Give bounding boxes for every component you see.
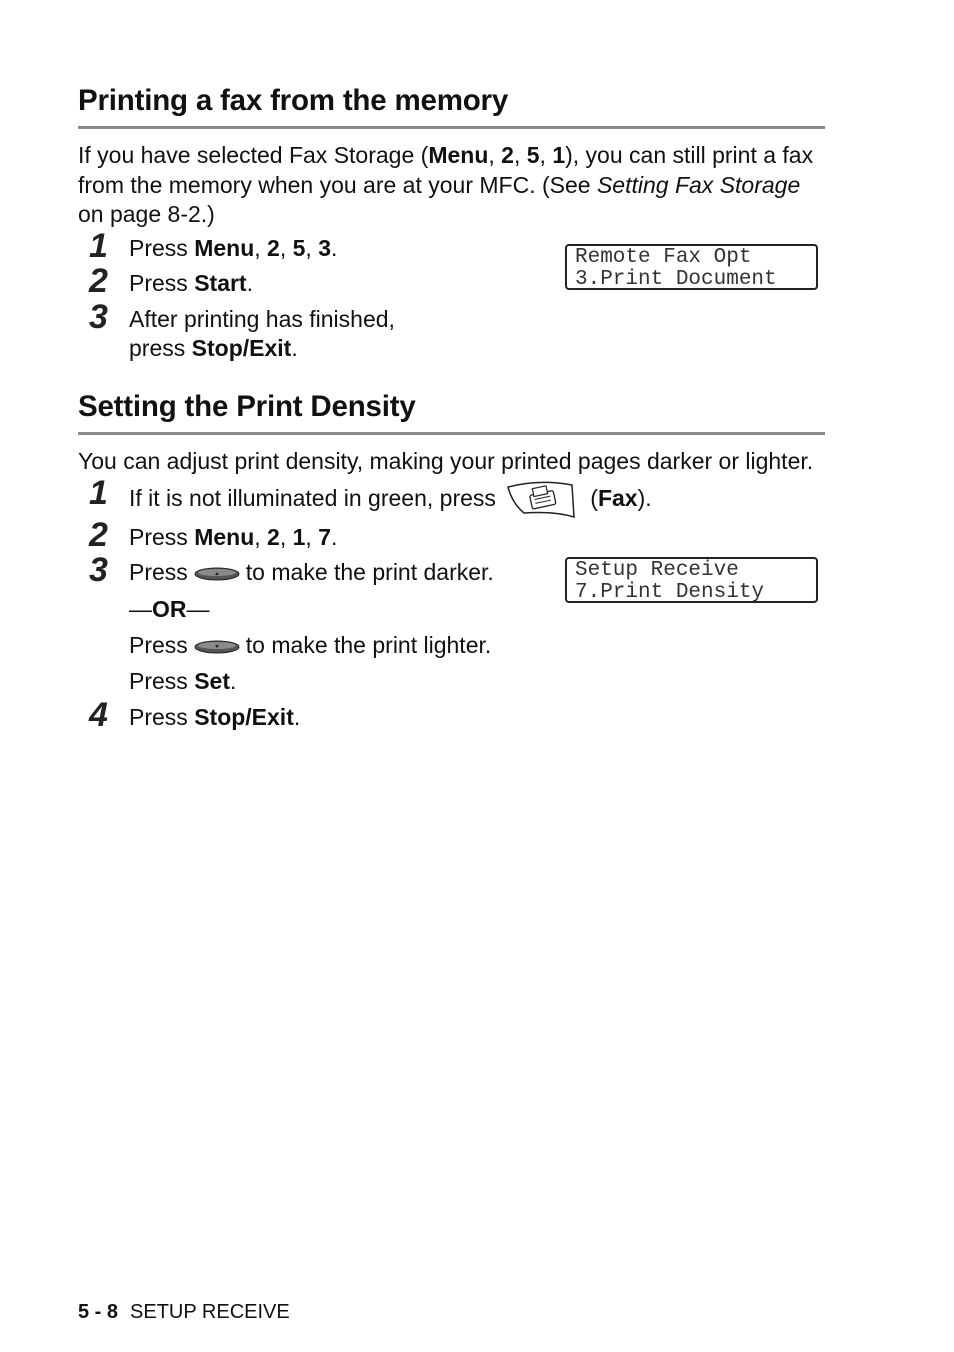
step-list	[78, 473, 825, 734]
down-arrow-button-icon	[194, 640, 240, 654]
step-number: 1	[89, 473, 108, 512]
step-number: 3	[89, 551, 108, 589]
section-title: Setting the Print Density	[78, 390, 416, 423]
step-3: 3 After printing has finished, press Stop/Exit.	[89, 297, 395, 361]
step-1: 1 If it is not illuminated in green, press (Fax).	[78, 481, 825, 519]
lcd-display-remote-fax: Remote Fax Opt 3.Print Document	[565, 244, 818, 290]
step-2: 2 Press Menu, 2, 1, 7.	[89, 515, 338, 554]
step-1: 1 Press Menu, 2, 5, 3.	[89, 226, 338, 265]
lcd-display-setup-receive: Setup Receive 7.Print Density	[565, 557, 818, 603]
page-number: 5 - 8	[78, 1301, 119, 1323]
intro-paragraph: You can adjust print density, making your printed pages darker or lighter.	[78, 448, 814, 474]
or-label: OR	[152, 595, 187, 622]
step-number: 2	[89, 262, 108, 300]
title-divider	[78, 126, 825, 129]
section-title: Printing a fax from the memory	[78, 84, 509, 117]
up-arrow-button-icon	[194, 567, 240, 581]
fax-button-icon	[504, 481, 576, 519]
page-footer	[78, 1301, 290, 1324]
step-4: 4 Press Stop/Exit.	[89, 696, 301, 734]
intro-paragraph: If you have selected Fax Storage (Menu, 2, 5, 1), you can still print a fax from the memory when you are at your MFC. (See Setting Fax Storage on page 8-2.)	[78, 142, 814, 227]
section-print-from-memory	[78, 83, 825, 364]
title-divider	[78, 432, 825, 435]
step-3: 3 Press to make the print darker. —OR— Press to make the print lighter. Press Set.	[89, 551, 494, 694]
step-number: 3	[89, 297, 108, 336]
step-number: 1	[89, 226, 108, 265]
step-number: 4	[89, 696, 108, 734]
chapter-name: SETUP RECEIVE	[130, 1301, 290, 1323]
step-number: 2	[89, 515, 108, 554]
step-2: 2 Press Start.	[89, 262, 253, 300]
